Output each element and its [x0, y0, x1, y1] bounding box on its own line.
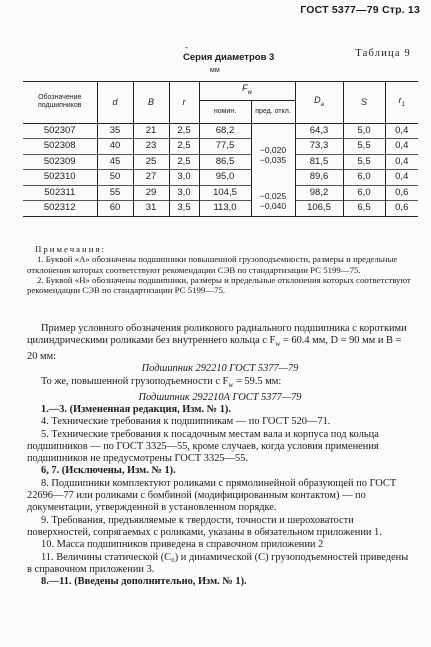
example-paragraph: Пример условного обозначения роликового радиального подшипника с короткими цилиндрическими роликами без внутреннего кольца с $F_w = 60.4$ мм, D = 90 мм и B = 20 мм:	[27, 323, 407, 362]
col-nominal: номин.	[199, 100, 251, 123]
clause-10: 10. Масса подшипников приведена в справочном приложении 2	[41, 539, 324, 551]
col-designation: Обозначение подшипников	[23, 82, 97, 124]
table-row: 502312 60 31 3,5 113,0 106,5 6,5 0,6	[23, 201, 418, 217]
table-row: 502310 50 27 3,0 95,0 89,6 6,0 0,4	[23, 170, 418, 186]
same-paragraph: То же, повышенной грузоподъемности с $F_w = 59.5$ мм:	[41, 376, 282, 390]
col-Fw: $F_w$	[199, 82, 295, 101]
same-designation: Подшипник 292210А ГОСТ 5377—79	[138, 391, 302, 403]
col-S: S	[343, 82, 385, 124]
dash-mark: -	[185, 42, 188, 52]
table-label: Таблица 9	[355, 48, 411, 59]
main-text	[27, 323, 413, 588]
tolerance-group-1: −0,020 −0,035	[251, 123, 295, 185]
clause-6-7: 6, 7. (Исключены, Изм. № 1).	[41, 465, 176, 477]
page-header: ГОСТ 5377—79 Стр. 13	[300, 4, 420, 16]
clause-9: 9. Требования, предъявляемые к твердости, точности и шероховатости поверхностей, сопрягаемых с роликами, указаны в обязательном приложении 1.	[27, 514, 382, 538]
note-2: 2. Буквой «Н» обозначены подшипники, размеры и предельные отклонения которых соответствуют рекомендации СЭВ по стандартизации РС 5199—75.	[27, 274, 411, 296]
table-notes	[27, 244, 411, 295]
col-r: r	[169, 82, 199, 124]
col-Da: $D_a$	[295, 82, 343, 124]
col-r1: $r_1$	[385, 82, 418, 124]
table-row: 502308 40 23 2,5 77,5 73,3 5,5 0,4	[23, 139, 418, 155]
table-row: 502309 45 25 2,5 86,5 81,5 5,5 0,4	[23, 154, 418, 170]
clause-8: 8. Подшипники комплектуют роликами с прямолинейной образующей по ГОСТ 22696—77 или роликами с бомбиной (модифицированным контактом) — по документации, утвержденной в установленном порядке.	[27, 477, 397, 514]
tolerance-group-2: −0,025 −0,040	[251, 185, 295, 216]
col-d: d	[97, 82, 133, 124]
dimensions-table	[23, 81, 418, 217]
col-deviation: пред. откл.	[251, 100, 295, 123]
clause-1-3: 1.—3. (Измененная редакция, Изм. № 1).	[41, 403, 231, 415]
note-1: 1. Буквой «А» обозначены подшипники повышенной грузоподъемности, размеры и предельные отклонения которых соответствуют рекомендации СЭВ по стандартизации РС 5199—75.	[27, 254, 398, 275]
table-row: 502311 55 29 3,0 104,5 −0,025 −0,040 98,2 6,0 0,6	[23, 185, 418, 201]
notes-title: Примечания:	[35, 244, 106, 254]
example-designation: Подшипник 292210 ГОСТ 5377—79	[141, 362, 299, 374]
clause-11: 11. Величины статической (C₀) и динамической (C) грузоподъемностей приведены в справочном приложении 3.	[27, 551, 409, 575]
col-B: B	[133, 82, 169, 124]
unit-label: мм	[210, 67, 220, 74]
clause-8-11: 8.—11. (Введены дополнительно, Изм. № 1).	[41, 576, 247, 588]
clause-4: 4. Технические требования к подшипникам — по ГОСТ 520—71.	[41, 416, 331, 428]
table-row: 502307 35 21 2,5 68,2 −0,020 −0,035 64,3 5,0 0,4	[23, 123, 418, 139]
series-title: Серия диаметров 3	[183, 52, 275, 63]
clause-5: 5. Технические требования к посадочным местам вала и корпуса под кольца подшипников — по ГОСТ 3325—55, кроме случаев, когда условия применения подшипников не предусмотрены ГОСТ 3325—55.	[27, 428, 379, 465]
